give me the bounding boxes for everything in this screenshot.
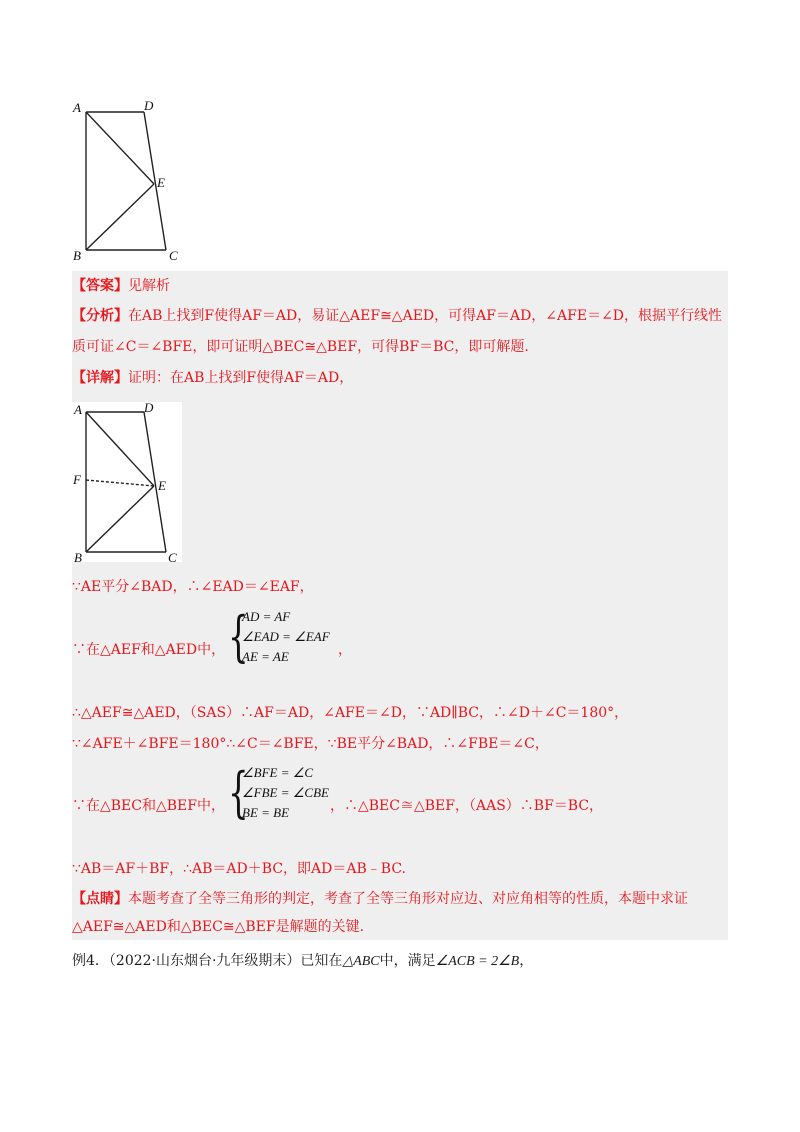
example4-condition: ∠ACB = 2∠B bbox=[435, 954, 520, 969]
label2-C: C bbox=[168, 550, 177, 562]
example4-triangle: △ABC bbox=[342, 954, 380, 969]
answer-line bbox=[72, 276, 170, 296]
label2-B: B bbox=[74, 550, 82, 562]
system2-row-3: BE = BE bbox=[242, 805, 290, 820]
detail-step-3: ∴△AEF≅△AED，（SAS）∴AF＝AD，∠AFE＝∠D，∵AD∥BC，∴∠D＋∠C＝180°， bbox=[72, 705, 629, 721]
analysis-line-1: 【分析】在AB上找到F使得AF＝AD，易证△AEF≅△AED，可得AF＝AD，∠AFE＝∠D，根据平行线性 bbox=[72, 308, 723, 324]
comment-tag: 【点睛】 bbox=[72, 891, 128, 907]
label2-A: A bbox=[74, 402, 82, 417]
system2-row-2: ∠FBE = ∠CBE bbox=[242, 785, 329, 800]
system1-row-1: AD = AF bbox=[242, 609, 291, 624]
label-E: E bbox=[157, 175, 165, 190]
equation-system-2: { ∠BFE = ∠C ∠FBE = ∠CBE BE = BE bbox=[228, 761, 329, 824]
comment-line-2: △AEF≅△AED和△BEC≅△BEF是解题的关键. bbox=[72, 919, 365, 935]
label2-F: F bbox=[73, 472, 81, 487]
label2-D: D bbox=[144, 402, 154, 415]
label2-E: E bbox=[158, 478, 166, 493]
detail-line-1: 【详解】证明：在AB上找到F使得AF＝AD， bbox=[72, 370, 354, 386]
detail-step-2-suffix: ， bbox=[338, 642, 352, 658]
example-4: 例4．（2022·山东烟台·九年级期末）已知在△ABC中，满足∠ACB = 2∠B， bbox=[72, 953, 534, 969]
system1-row-2: ∠EAD = ∠EAF bbox=[242, 629, 330, 644]
detail-step-6: ∵AB＝AF＋BF，∴AB＝AD＋BC，即AD＝AB﹣BC. bbox=[72, 861, 406, 877]
label-D: D bbox=[144, 98, 154, 113]
answer-text: 见解析 bbox=[128, 278, 170, 294]
label-B: B bbox=[73, 248, 81, 263]
detail-step-5-suffix: ，∴△BEC≅△BEF，（AAS）∴BF＝BC， bbox=[330, 798, 604, 814]
detail-step-4: ∵∠AFE＋∠BFE＝180°∴∠C＝∠BFE，∵BE平分∠BAD，∴∠FBE＝∠C， bbox=[72, 736, 549, 752]
label-A: A bbox=[73, 100, 81, 115]
analysis-line-2: 质可证∠C＝∠BFE，即可证明△BEC≅△BEF，可得BF＝BC，即可解题. bbox=[72, 339, 529, 355]
detail-step-5: ∵在△BEC和△BEF中， bbox=[72, 798, 225, 814]
answer-tag: 【答案】 bbox=[72, 278, 128, 294]
analysis-tag: 【分析】 bbox=[72, 308, 128, 324]
figure-trapezoid-1 bbox=[70, 98, 190, 263]
system2-row-1: ∠BFE = ∠C bbox=[242, 765, 314, 780]
detail-tag: 【详解】 bbox=[72, 370, 128, 386]
detail-step-1: ∵AE平分∠BAD，∴∠EAD＝∠EAF， bbox=[72, 579, 314, 595]
comment-line-1: 【点睛】本题考查了全等三角形的判定，考查了全等三角形对应边、对应角相等的性质，本题中求证 bbox=[72, 891, 688, 907]
system1-row-3: AE = AE bbox=[242, 649, 289, 664]
label-C: C bbox=[169, 248, 178, 263]
figure-trapezoid-2 bbox=[72, 402, 182, 562]
detail-step-2: ∵在△AEF和△AED中， bbox=[72, 642, 226, 658]
equation-system-1: { AD = AF ∠EAD = ∠EAF AE = AE bbox=[228, 605, 330, 668]
